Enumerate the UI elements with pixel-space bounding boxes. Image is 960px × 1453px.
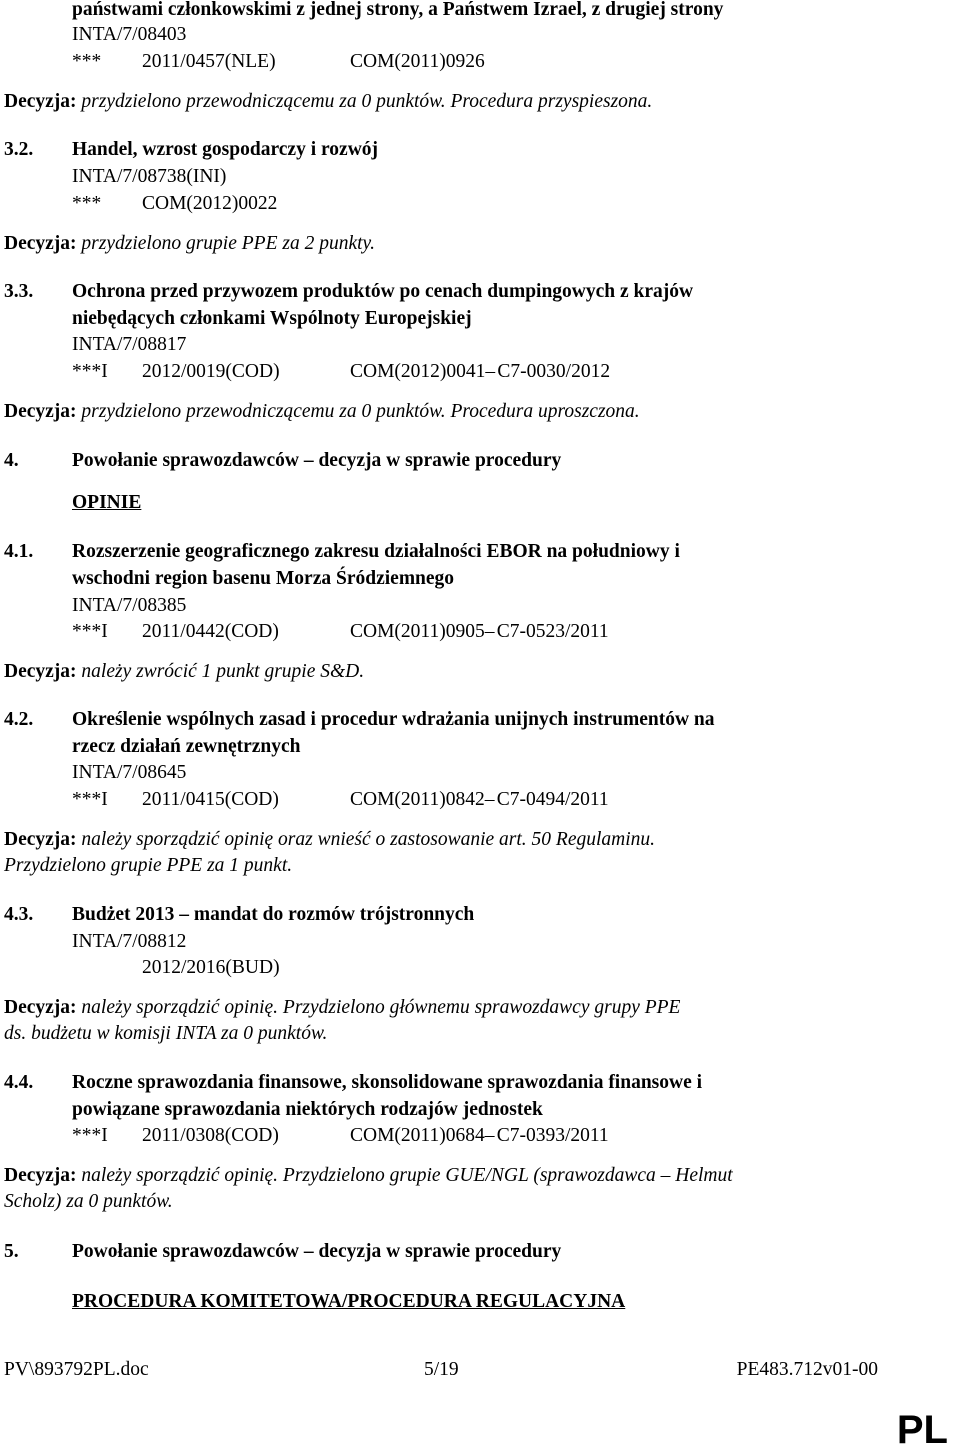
procedure-com: COM(2011)0905 [350, 621, 485, 642]
item-3-2-decision [4, 230, 952, 257]
procedure-stars: *** [72, 51, 102, 72]
procedure-number: 2011/0457(NLE) [142, 51, 276, 72]
intro-code: INTA/7/08403 [72, 24, 187, 45]
intro-procedure [72, 48, 952, 75]
item-3-2-procedure [72, 190, 952, 217]
item-title: Handel, wzrost gospodarczy i rozwój [72, 139, 379, 160]
item-4-1-code: INTA/7/08385 [72, 595, 187, 616]
item-number: 4.3. [4, 904, 34, 925]
procedure-stars: ***I [72, 789, 108, 810]
item-title: Roczne sprawozdania finansowe, skonsolidowane sprawozdania finansowe i [72, 1072, 703, 1093]
item-title: Budżet 2013 – mandat do rozmów trójstronnych [72, 904, 475, 925]
procedure-stars: ***I [72, 361, 108, 382]
item-4-3-procedure [72, 954, 952, 981]
decision-text: należy zwrócić 1 punkt grupie S&D. [81, 661, 365, 682]
item-4-1-title-line2: wschodni region basenu Morza Śródziemnego [72, 568, 455, 589]
decision-label: Decyzja: [4, 1165, 77, 1186]
decision-label: Decyzja: [4, 997, 77, 1018]
footer-pe-number: PE483.712v01-00 [736, 1359, 878, 1380]
item-number: 3.3. [4, 281, 34, 302]
procedure-com: COM(2011)0684 [350, 1125, 485, 1146]
item-4-1-decision [4, 658, 952, 685]
procedure-com: COM(2012)0022 [142, 193, 278, 214]
item-4-1-heading [4, 538, 952, 565]
item-number: 3.2. [4, 139, 34, 160]
item-4-2-decision-line2: Przydzielono grupie PPE za 1 punkt. [4, 855, 293, 876]
item-title: Ochrona przed przywozem produktów po cenach dumpingowych z krajów [72, 281, 694, 302]
decision-text: przydzielono przewodniczącemu za 0 punktów. Procedura uproszczona. [81, 401, 640, 422]
decision-text: należy sporządzić opinię. Przydzielono grupie GUE/NGL (sprawozdawca – Helmut [81, 1165, 733, 1186]
procedure-number: 2012/0019(COD) [142, 361, 280, 382]
item-4-1-procedure: ***I 2011/0442(COD) COM(2011)0905– C7-0523/2011 [72, 618, 952, 645]
decision-text: przydzielono grupie PPE za 2 punkty. [81, 233, 375, 254]
item-4-3-decision [4, 994, 952, 1021]
decision-label: Decyzja: [4, 233, 77, 254]
decision-label: Decyzja: [4, 401, 77, 422]
item-number: 4.2. [4, 709, 34, 730]
item-4-2-title-line2: rzecz działań zewnętrznych [72, 736, 301, 757]
section-4-heading [4, 447, 952, 474]
procedure-c7: C7-0523/2011 [496, 621, 609, 642]
intro-decision [4, 88, 952, 115]
item-title: Rozszerzenie geograficznego zakresu działalności EBOR na południowy i [72, 541, 680, 562]
item-4-2-decision [4, 826, 952, 853]
procedure-number: 2011/0415(COD) [142, 789, 279, 810]
decision-text: należy sporządzić opinię. Przydzielono głównemu sprawozdawcy grupy PPE [81, 997, 681, 1018]
procedure-stars: ***I [72, 621, 108, 642]
procedure-c7: C7-0030/2012 [497, 361, 611, 382]
section-number: 5. [4, 1241, 19, 1262]
footer-document-ref: PV\893792PL.doc [4, 1359, 149, 1380]
procedure-number: 2011/0308(COD) [142, 1125, 279, 1146]
section-5-heading [4, 1238, 952, 1265]
procedure-stars: ***I [72, 1125, 108, 1146]
item-4-4-procedure: ***I 2011/0308(COD) COM(2011)0684– C7-0393/2011 [72, 1122, 952, 1149]
section-5-subheading: PROCEDURA KOMITETOWA/PROCEDURA REGULACYJNA [72, 1291, 626, 1312]
item-number: 4.1. [4, 541, 34, 562]
procedure-com: COM(2011)0926 [350, 51, 485, 72]
procedure-number: 2012/2016(BUD) [142, 957, 280, 978]
procedure-stars: *** [72, 193, 102, 214]
item-4-3-code: INTA/7/08812 [72, 931, 187, 952]
procedure-com: COM(2011)0842 [350, 789, 485, 810]
item-4-4-decision [4, 1162, 952, 1189]
item-4-2-heading [4, 706, 952, 733]
item-4-3-heading [4, 901, 952, 928]
section-4-subheading: OPINIE [72, 492, 142, 513]
item-3-2-code: INTA/7/08738(INI) [72, 166, 227, 187]
procedure-c7: C7-0494/2011 [496, 789, 609, 810]
item-3-2-heading [4, 136, 952, 163]
decision-label: Decyzja: [4, 91, 77, 112]
decision-text: należy sporządzić opinię oraz wnieść o zastosowanie art. 50 Regulaminu. [81, 829, 656, 850]
item-number: 4.4. [4, 1072, 34, 1093]
page-footer [4, 1356, 878, 1383]
procedure-number: 2011/0442(COD) [142, 621, 279, 642]
section-title: Powołanie sprawozdawców – decyzja w sprawie procedury [72, 450, 562, 471]
section-number: 4. [4, 450, 19, 471]
item-3-3-procedure: ***I 2012/0019(COD) COM(2012)0041– C7-0030/2012 [72, 358, 952, 385]
item-4-2-procedure: ***I 2011/0415(COD) COM(2011)0842– C7-0494/2011 [72, 786, 952, 813]
item-3-3-heading [4, 278, 952, 305]
language-code: PL [896, 1408, 948, 1452]
item-title: Określenie wspólnych zasad i procedur wdrażania unijnych instrumentów na [72, 709, 715, 730]
item-3-3-decision [4, 398, 952, 425]
intro-title-line: państwami członkowskimi z jednej strony, a Państwem Izrael, z drugiej strony [72, 0, 724, 20]
item-4-4-decision-line2: Scholz) za 0 punktów. [4, 1191, 173, 1212]
section-title: Powołanie sprawozdawców – decyzja w sprawie procedury [72, 1241, 562, 1262]
item-4-2-code: INTA/7/08645 [72, 762, 187, 783]
item-3-3-code: INTA/7/08817 [72, 334, 187, 355]
decision-text: przydzielono przewodniczącemu za 0 punktów. Procedura przyspieszona. [81, 91, 653, 112]
item-3-3-title-line2: niebędących członkami Wspólnoty Europejskiej [72, 308, 472, 329]
procedure-c7: C7-0393/2011 [496, 1125, 609, 1146]
item-4-3-decision-line2: ds. budżetu w komisji INTA za 0 punktów. [4, 1023, 328, 1044]
footer-page-number: 5/19 [424, 1359, 459, 1380]
procedure-com: COM(2012)0041 [350, 361, 486, 382]
decision-label: Decyzja: [4, 661, 77, 682]
decision-label: Decyzja: [4, 829, 77, 850]
item-4-4-heading [4, 1069, 952, 1096]
item-4-4-title-line2: powiązane sprawozdania niektórych rodzajów jednostek [72, 1099, 543, 1120]
